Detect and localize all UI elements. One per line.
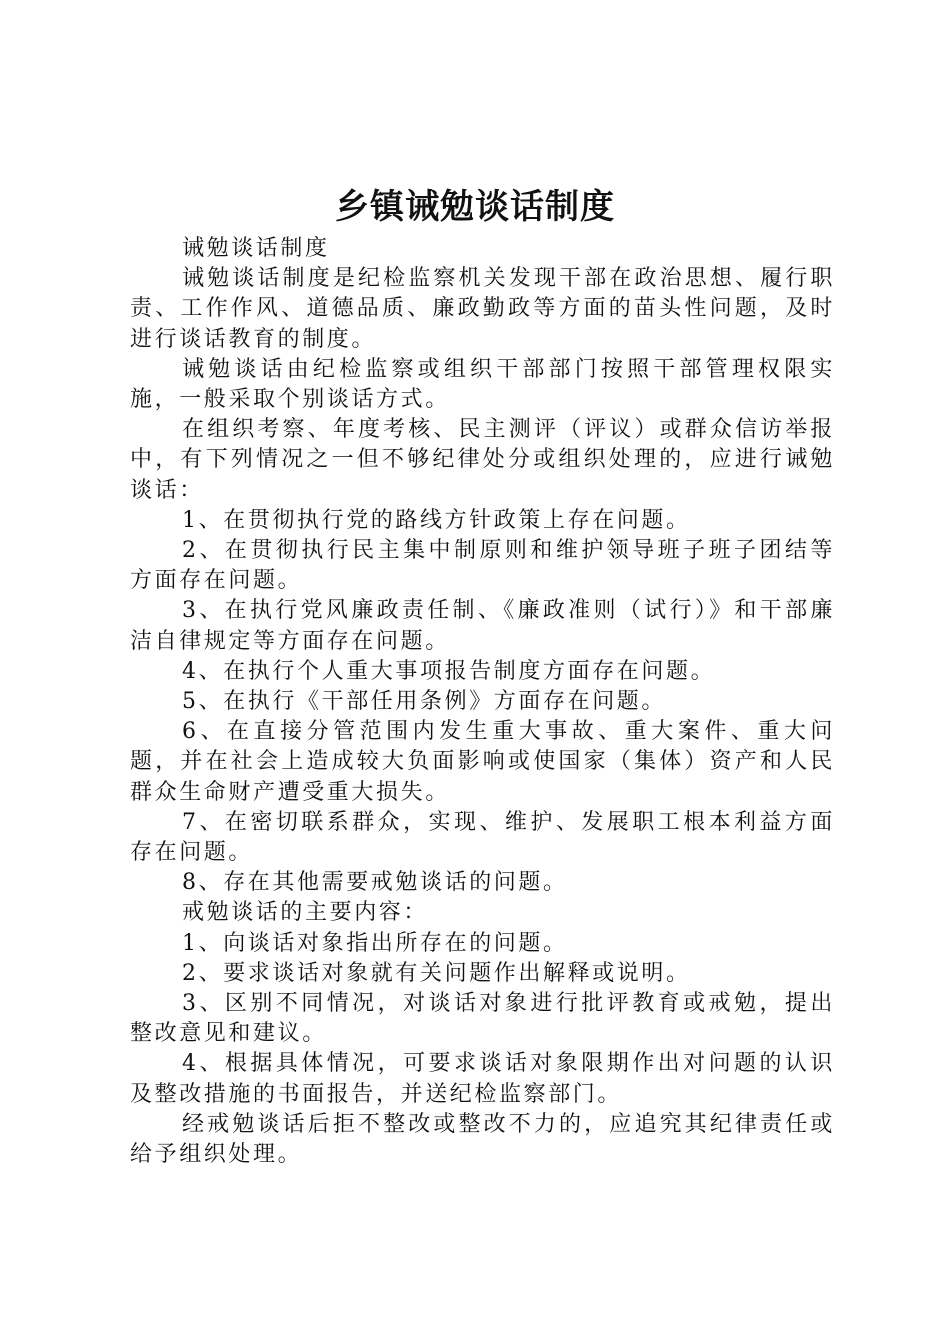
conditions-intro-paragraph: 在组织考察、年度考核、民主测评（评议）或群众信访举报中，有下列情况之一但不够纪律处分或组织处理的，应进行诫勉谈话： xyxy=(130,417,835,503)
subtitle-paragraph: 诫勉谈话制度 xyxy=(182,236,330,261)
document-body xyxy=(130,234,835,1170)
condition-item: 4、在执行个人重大事项报告制度方面存在问题。 xyxy=(182,658,716,684)
closing-paragraph: 经戒勉谈话后拒不整改或整改不力的，应追究其纪律责任或给予组织处理。 xyxy=(130,1111,835,1168)
document-title: 乡镇诫勉谈话制度 xyxy=(335,187,615,227)
content-item: 1、向谈话对象指出所存在的问题。 xyxy=(182,930,568,956)
content-intro-paragraph: 戒勉谈话的主要内容： xyxy=(182,900,429,926)
condition-item: 5、在执行《干部任用条例》方面存在问题。 xyxy=(182,689,666,715)
content-item: 4、根据具体情况，可要求谈话对象限期作出对问题的认识及整改措施的书面报告，并送纪检监察部门。 xyxy=(130,1051,835,1107)
condition-item: 8、存在其他需要戒勉谈话的问题。 xyxy=(182,870,568,896)
condition-item: 7、在密切联系群众，实现、维护、发展职工根本利益方面存在问题。 xyxy=(130,809,835,866)
content-item: 3、区别不同情况，对谈话对象进行批评教育或戒勉，提出整改意见和建议。 xyxy=(130,991,835,1047)
implementation-paragraph: 诫勉谈话由纪检监察或组织干部部门按照干部管理权限实施，一般采取个别谈话方式。 xyxy=(130,356,835,413)
condition-item: 2、在贯彻执行民主集中制原则和维护领导班子班子团结等方面存在问题。 xyxy=(130,538,835,594)
definition-paragraph: 诫勉谈话制度是纪检监察机关发现干部在政治思想、履行职责、工作作风、道德品质、廉政勤政等方面的苗头性问题，及时进行谈话教育的制度。 xyxy=(130,266,835,352)
condition-item: 1、在贯彻执行党的路线方针政策上存在问题。 xyxy=(182,507,691,533)
condition-item: 6、在直接分管范围内发生重大事故、重大案件、重大问题，并在社会上造成较大负面影响或使国家（集体）资产和人民群众生命财产遭受重大损失。 xyxy=(130,719,835,805)
content-item: 2、要求谈话对象就有关问题作出解释或说明。 xyxy=(182,960,691,986)
condition-item: 3、在执行党风廉政责任制、《廉政准则（试行）》和干部廉洁自律规定等方面存在问题。 xyxy=(130,598,835,654)
